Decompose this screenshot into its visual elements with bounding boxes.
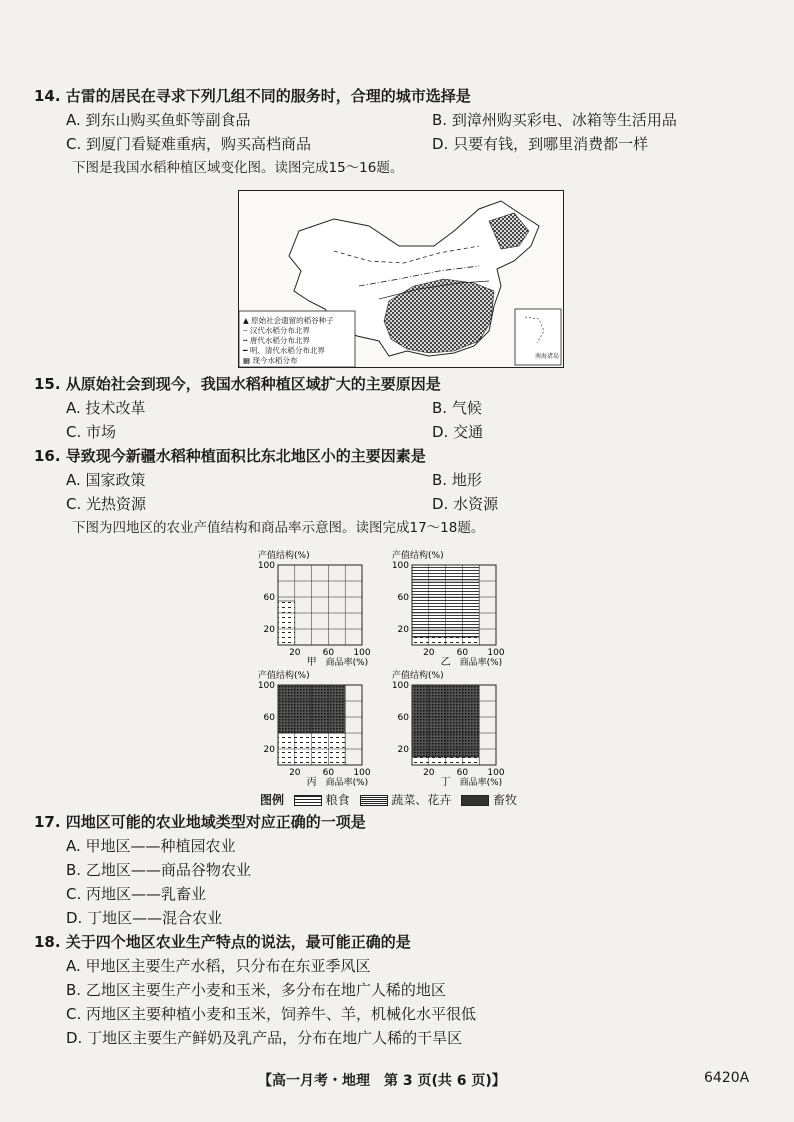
intro-15-16: 下图是我国水稻种植区域变化图。读图完成15～16题。 [72, 160, 404, 176]
legend-label-vegetables: 蔬菜、花卉 [391, 793, 452, 807]
q16-option-b: B. 地形 [432, 471, 482, 489]
q16-stem: 16. 导致现今新疆水稻种植面积比东北地区小的主要因素是 [34, 447, 426, 465]
q18-option-a: A. 甲地区主要生产水稻，只分布在东亚季风区 [66, 957, 371, 975]
chart-bar-segment [278, 601, 295, 645]
footer-page-info: 【高一月考・地理 第 3 页(共 6 页)】 [258, 1073, 506, 1089]
chart-y-tick: 60 [263, 713, 275, 723]
q14-option-b: B. 到漳州购买彩电、冰箱等生活用品 [432, 111, 677, 129]
chart-ylabel: 产值结构(%) [392, 551, 444, 561]
q14-option-c: C. 到厦门看疑难重病，购买高档商品 [66, 135, 312, 153]
chart-x-tick: 60 [456, 768, 469, 778]
q18-option-d: D. 丁地区主要生产鲜奶及乳产品，分布在地广人稀的干旱区 [66, 1029, 463, 1047]
agri-charts [240, 545, 530, 805]
q17-stem: 17. 四地区可能的农业地域类型对应正确的一项是 [34, 813, 366, 831]
chart-ylabel: 产值结构(%) [258, 671, 310, 681]
q14-option-a: A. 到东山购买鱼虾等副食品 [66, 111, 251, 129]
chart-ylabel: 产值结构(%) [392, 671, 444, 681]
chart-x-tick: 20 [423, 768, 435, 778]
legend-label-grain: 粮食 [325, 793, 350, 807]
q18-option-b: B. 乙地区主要生产小麦和玉米，多分布在地广人稀的地区 [66, 981, 446, 999]
inset-label: 南海诸岛 [535, 353, 560, 360]
chart-y-tick: 60 [397, 713, 409, 723]
chart-name: 乙 [440, 657, 451, 668]
chart-x-tick: 20 [423, 648, 435, 658]
q14-option-d: D. 只要有钱，到哪里消费都一样 [432, 135, 649, 153]
chart-name: 丁 [440, 777, 451, 788]
chart-x-tick: 60 [322, 768, 335, 778]
chart-x-tick: 100 [487, 768, 505, 778]
chart-xlabel: 商品率(%) [325, 658, 369, 668]
q16-option-a: A. 国家政策 [66, 471, 146, 489]
q15-option-a: A. 技术改革 [66, 399, 146, 417]
q17-option-b: B. 乙地区——商品谷物农业 [66, 861, 251, 879]
chart-legend [260, 790, 517, 810]
q15-option-c: C. 市场 [66, 423, 117, 441]
q18-option-c: C. 丙地区主要种植小麦和玉米，饲养牛、羊，机械化水平很低 [66, 1005, 477, 1023]
chart-y-tick: 20 [397, 625, 409, 635]
q17-option-c: C. 丙地区——乳畜业 [66, 885, 207, 903]
legend-label-livestock: 畜牧 [493, 793, 518, 807]
chart-ylabel: 产值结构(%) [258, 551, 310, 561]
chart-y-tick: 20 [263, 625, 275, 635]
legend-swatch-grain [294, 795, 322, 806]
chart-y-tick: 20 [397, 745, 409, 755]
footer-code: 6420A [704, 1070, 750, 1086]
chart-y-tick: 60 [397, 593, 409, 603]
chart-x-tick: 100 [353, 648, 371, 658]
q17-option-d: D. 丁地区——混合农业 [66, 909, 223, 927]
chart-x-tick: 20 [289, 768, 301, 778]
q14-stem: 14. 古雷的居民在寻求下列几组不同的服务时，合理的城市选择是 [34, 87, 471, 105]
map-legend [243, 316, 334, 366]
q16-option-c: C. 光热资源 [66, 495, 147, 513]
q16-option-d: D. 水资源 [432, 495, 499, 513]
chart-y-tick: 100 [257, 561, 275, 571]
chart-name: 丙 [306, 777, 317, 788]
map-legend-item: ━ 明、清代水稻分布北界 [243, 346, 325, 355]
chart-y-tick: 100 [257, 681, 275, 691]
chart-x-tick: 60 [456, 648, 469, 658]
q15-option-b: B. 气候 [432, 399, 482, 417]
chart-x-tick: 20 [289, 648, 301, 658]
chart-y-tick: 100 [391, 561, 409, 571]
map-legend-item: ┅ 唐代水稻分布北界 [243, 336, 310, 345]
agri-charts-svg [240, 545, 530, 805]
q15-option-d: D. 交通 [432, 423, 484, 441]
chart-y-tick: 60 [263, 593, 275, 603]
legend-swatch-vegetables [360, 795, 388, 806]
map-legend-item: ▦ 现今水稻分布 [243, 356, 298, 365]
intro-17-18: 下图为四地区的农业产值结构和商品率示意图。读图完成17～18题。 [72, 520, 485, 536]
chart-y-tick: 20 [263, 745, 275, 755]
chart-x-tick: 60 [322, 648, 335, 658]
rice-distribution-map [238, 190, 564, 368]
chart-y-tick: 100 [391, 681, 409, 691]
chart-x-tick: 100 [353, 768, 371, 778]
chart-xlabel: 商品率(%) [459, 778, 503, 788]
legend-swatch-livestock [461, 795, 489, 806]
chart-name: 甲 [306, 657, 317, 668]
chart-legend-title: 图例 [260, 793, 285, 807]
map-legend-item: ▲ 原始社会遗留的稻谷种子 [243, 316, 334, 325]
q15-stem: 15. 从原始社会到现今，我国水稻种植区域扩大的主要原因是 [34, 375, 441, 393]
q18-stem: 18. 关于四个地区农业生产特点的说法，最可能正确的是 [34, 933, 411, 951]
chart-xlabel: 商品率(%) [325, 778, 369, 788]
chart-xlabel: 商品率(%) [459, 658, 503, 668]
q17-option-a: A. 甲地区——种植园农业 [66, 837, 236, 855]
chart-x-tick: 100 [487, 648, 505, 658]
map-legend-item: ┄ 汉代水稻分布北界 [243, 326, 310, 335]
